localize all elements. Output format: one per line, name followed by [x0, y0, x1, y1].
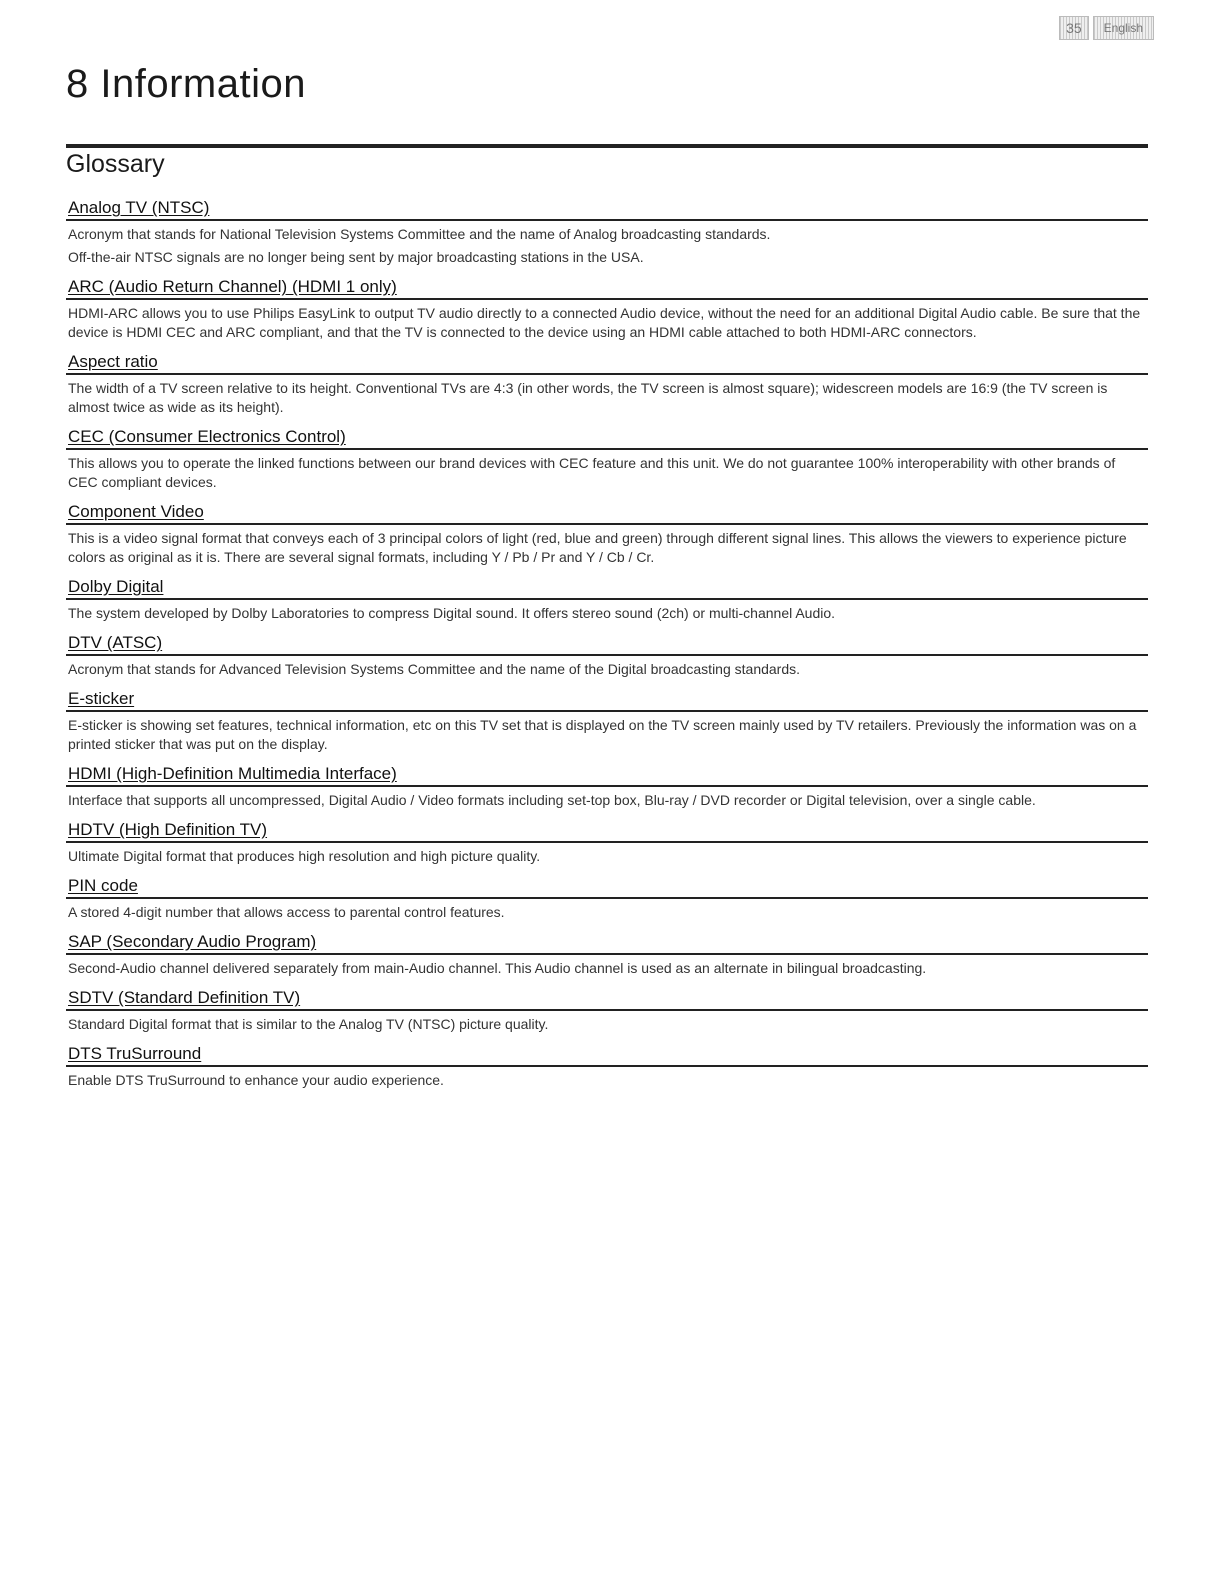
glossary-term — [66, 350, 1148, 375]
glossary-term — [66, 762, 1148, 787]
glossary-definition: Acronym that stands for National Television Systems Committee and the name of Analog broadcasting standards. — [68, 226, 771, 242]
glossary-definition: Standard Digital format that is similar to the Analog TV (NTSC) picture quality. — [68, 1016, 549, 1032]
glossary-list — [66, 196, 1148, 1098]
glossary-entry — [66, 1042, 1148, 1094]
glossary-definition: This is a video signal format that conveys each of 3 principal colors of light (red, blue and green) through different signal lines. This allows the viewers to experience picture colors as original as it is. There are several signal formats, including Y / Pb / Pr and Y / Cb / Cr. — [68, 530, 1127, 565]
page-number: 35 — [1059, 16, 1089, 40]
glossary-term-text: HDMI (High-Definition Multimedia Interface) — [68, 764, 397, 783]
glossary-term — [66, 1042, 1148, 1067]
glossary-definition: E-sticker is showing set features, technical information, etc on this TV set that is displayed on the TV screen mainly used by TV retailers. Previously the information was on a printed sticker that was put on the display. — [68, 717, 1137, 752]
glossary-term — [66, 986, 1148, 1011]
glossary-entry — [66, 196, 1148, 271]
glossary-entry — [66, 575, 1148, 627]
glossary-entry — [66, 986, 1148, 1038]
glossary-entry — [66, 350, 1148, 421]
glossary-entry — [66, 631, 1148, 683]
glossary-definition: Second-Audio channel delivered separately from main-Audio channel. This Audio channel is used as an alternate in bilingual broadcasting. — [68, 960, 927, 976]
chapter-title: 8 Information — [66, 62, 306, 106]
glossary-term — [66, 575, 1148, 600]
glossary-term-text: DTV (ATSC) — [68, 633, 163, 652]
glossary-term-text: PIN code — [68, 876, 138, 895]
glossary-definition: Ultimate Digital format that produces high resolution and high picture quality. — [68, 848, 541, 864]
glossary-entry — [66, 762, 1148, 814]
glossary-term-text: Dolby Digital — [68, 577, 164, 596]
glossary-term — [66, 196, 1148, 221]
glossary-definition: The width of a TV screen relative to its height. Conventional TVs are 4:3 (in other words, the TV screen is almost square); widescreen models are 16:9 (the TV screen is almost twice as wide as its height). — [68, 380, 1108, 415]
glossary-definition: Acronym that stands for Advanced Television Systems Committee and the name of the Digital broadcasting standards. — [68, 661, 801, 677]
language-label: English — [1093, 16, 1154, 40]
glossary-entry — [66, 275, 1148, 346]
glossary-term-text: SAP (Secondary Audio Program) — [68, 932, 317, 951]
glossary-definition: HDMI-ARC allows you to use Philips EasyLink to output TV audio directly to a connected Audio device, without the need for an additional Digital Audio cable. Be sure that the device is HDMI CEC and ARC compliant, and that the TV is connected to the device using an HDMI cable attached to both HDMI-ARC connectors. — [68, 305, 1141, 340]
glossary-term-text: Component Video — [68, 502, 204, 521]
glossary-term — [66, 874, 1148, 899]
glossary-entry — [66, 500, 1148, 571]
glossary-entry — [66, 930, 1148, 982]
glossary-definition: Enable DTS TruSurround to enhance your audio experience. — [68, 1072, 444, 1088]
glossary-entry — [66, 874, 1148, 926]
glossary-term-text: Aspect ratio — [68, 352, 158, 371]
glossary-term-text: DTS TruSurround — [68, 1044, 202, 1063]
glossary-term — [66, 425, 1148, 450]
glossary-definition: The system developed by Dolby Laboratories to compress Digital sound. It offers stereo sound (2ch) or multi-channel Audio. — [68, 605, 836, 621]
glossary-term — [66, 930, 1148, 955]
glossary-term-text: HDTV (High Definition TV) — [68, 820, 268, 839]
glossary-term-text: ARC (Audio Return Channel) (HDMI 1 only) — [68, 277, 397, 296]
glossary-term — [66, 631, 1148, 656]
glossary-definition: Interface that supports all uncompressed, Digital Audio / Video formats including set-top box, Blu-ray / DVD recorder or Digital television, over a single cable. — [68, 792, 1036, 808]
glossary-definition: Off-the-air NTSC signals are no longer being sent by major broadcasting stations in the USA. — [68, 249, 644, 265]
glossary-definition: This allows you to operate the linked functions between our brand devices with CEC feature and this unit. We do not guarantee 100% interoperability with other brands of CEC compliant devices. — [68, 455, 1116, 490]
page-header-badges — [1059, 16, 1154, 40]
section-title: Glossary — [66, 150, 165, 178]
glossary-definition: A stored 4-digit number that allows access to parental control features. — [68, 904, 505, 920]
glossary-term-text: CEC (Consumer Electronics Control) — [68, 427, 346, 446]
glossary-term-text: Analog TV (NTSC) — [68, 198, 210, 217]
section-divider — [66, 144, 1148, 148]
glossary-term — [66, 500, 1148, 525]
glossary-entry — [66, 425, 1148, 496]
glossary-entry — [66, 818, 1148, 870]
glossary-term — [66, 687, 1148, 712]
glossary-term-text: SDTV (Standard Definition TV) — [68, 988, 301, 1007]
glossary-term — [66, 818, 1148, 843]
glossary-entry — [66, 687, 1148, 758]
glossary-term — [66, 275, 1148, 300]
glossary-term-text: E-sticker — [68, 689, 135, 708]
